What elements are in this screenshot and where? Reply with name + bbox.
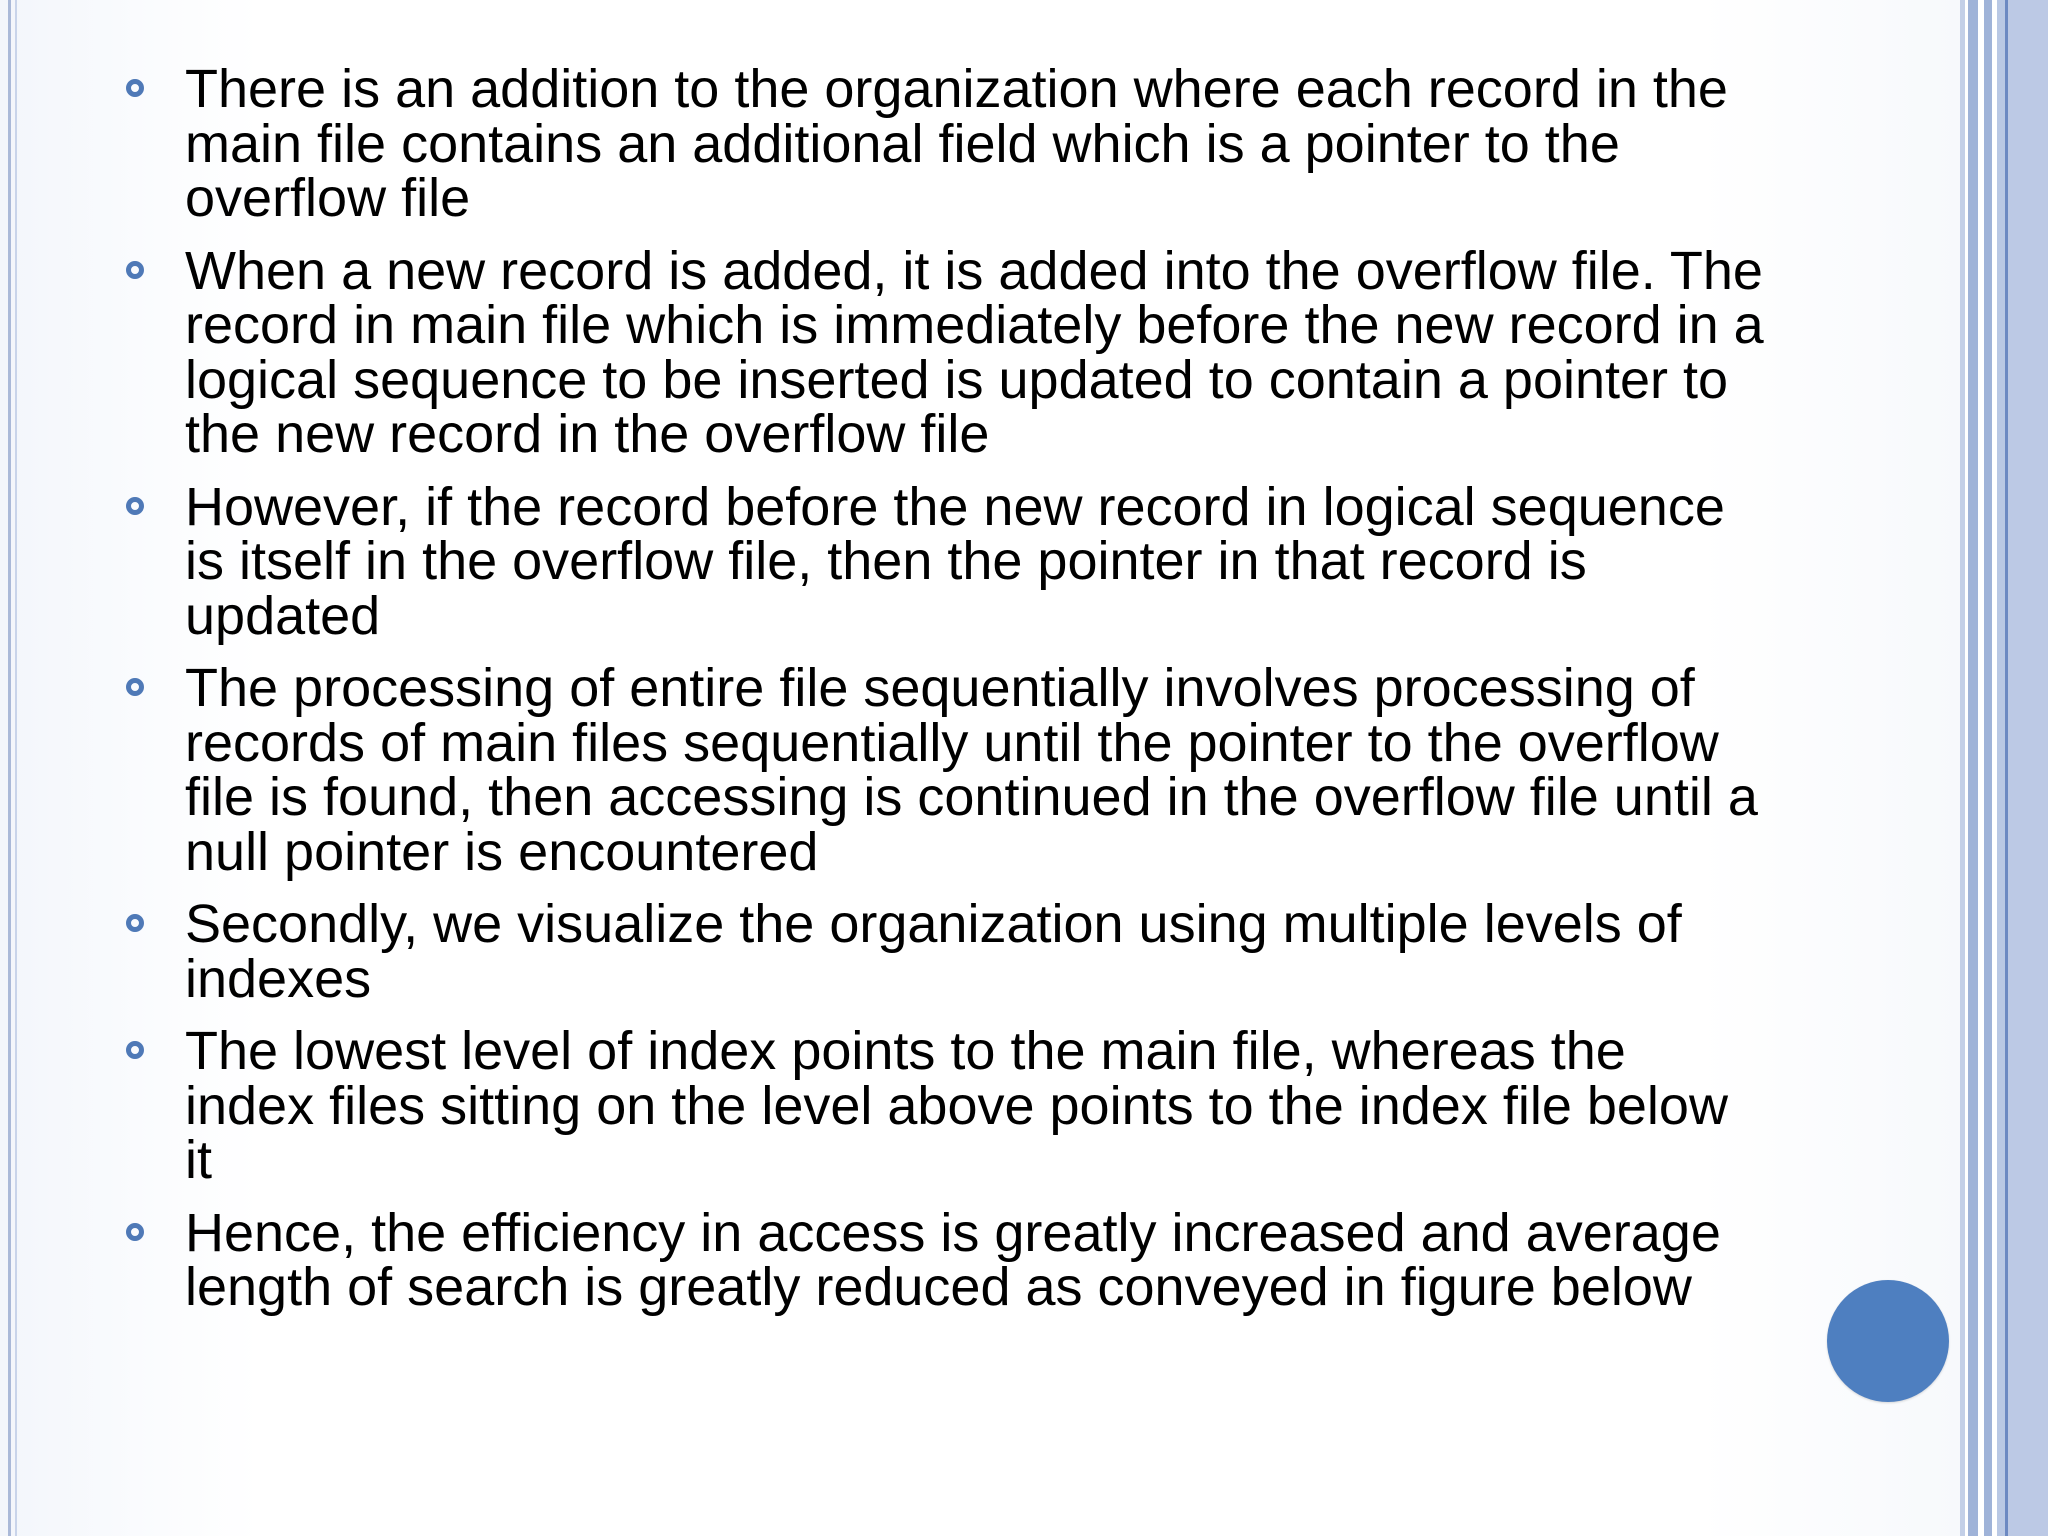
left-frame-line-inner xyxy=(15,0,17,1536)
bullet-item xyxy=(125,894,1765,1009)
bullet-item xyxy=(125,240,1765,464)
right-decor-stripe xyxy=(1984,0,1992,1536)
hollow-circle-bullet-icon xyxy=(126,678,144,696)
hollow-circle-bullet-icon xyxy=(126,1223,144,1241)
hollow-circle-bullet-icon xyxy=(126,1041,144,1059)
bullet-item xyxy=(125,1202,1765,1317)
right-decor-stripe xyxy=(1997,0,2005,1536)
bullet-item xyxy=(125,59,1765,228)
bullet-item xyxy=(125,1021,1765,1190)
bullet-text: The lowest level of index points to the main file, whereas the index files sitting on the level above points to the index file below it xyxy=(185,1021,1728,1190)
hollow-circle-bullet-icon xyxy=(126,79,144,97)
bullet-text: When a new record is added, it is added into the overflow file. The record in main file which is immediately before the new record in a logical sequence to be inserted is updated to contain a pointer to the new record in the overflow file xyxy=(185,240,1764,464)
bullet-text: Secondly, we visualize the organization using multiple levels of indexes xyxy=(185,894,1682,1009)
right-decor-stripe xyxy=(1968,0,1978,1536)
decorative-circle-icon xyxy=(1827,1280,1949,1402)
bullet-text: There is an addition to the organization where each record in the main file contains an additional field which is a pointer to the overflow file xyxy=(185,59,1728,228)
bullet-text: Hence, the efficiency in access is greatly increased and average length of search is greatly reduced as conveyed in figure below xyxy=(185,1202,1721,1317)
hollow-circle-bullet-icon xyxy=(126,497,144,515)
bullet-list xyxy=(125,59,1765,1333)
right-decor-band xyxy=(2008,0,2048,1536)
bullet-item xyxy=(125,476,1765,646)
left-frame-line xyxy=(8,0,11,1536)
bullet-item xyxy=(125,658,1765,882)
bullet-text: However, if the record before the new record in logical sequence is itself in the overflow file, then the pointer in that record is updated xyxy=(185,476,1725,646)
hollow-circle-bullet-icon xyxy=(126,914,144,932)
hollow-circle-bullet-icon xyxy=(126,261,144,279)
bullet-text: The processing of entire file sequentially involves processing of records of main files sequentially until the pointer to the overflow file is found, then accessing is continued in the overflow file until a null pointer is encountered xyxy=(185,658,1758,882)
